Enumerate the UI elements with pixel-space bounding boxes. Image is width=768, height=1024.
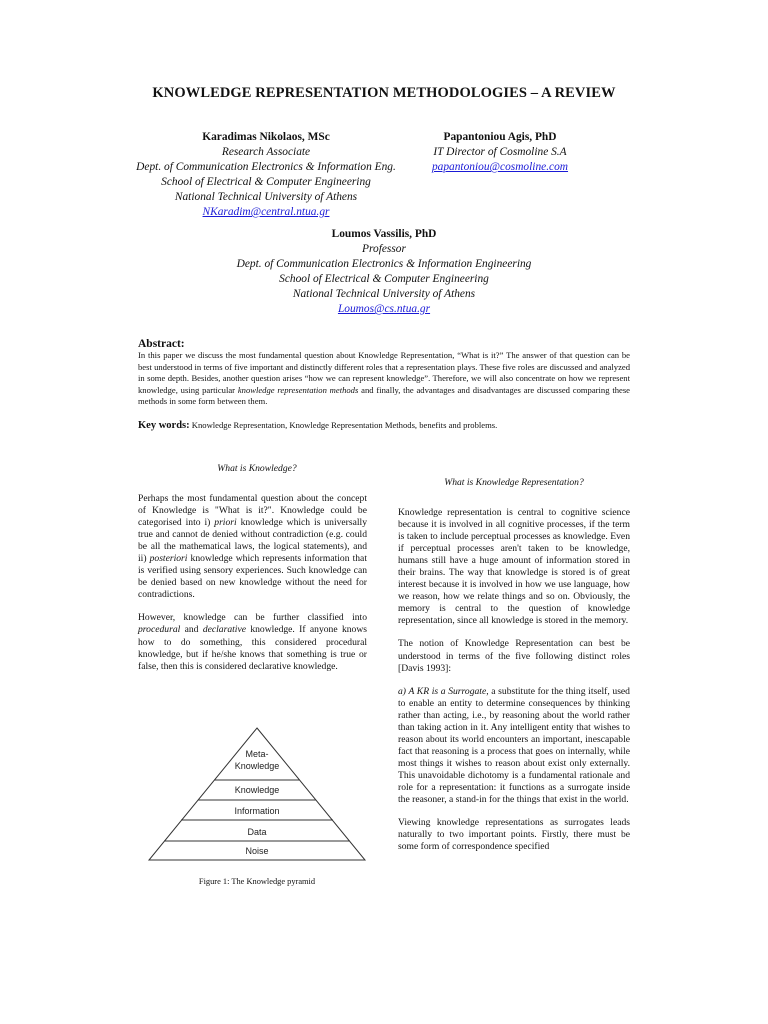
author-role: Professor: [362, 243, 406, 255]
author-block-2: [412, 130, 588, 175]
author-role: Research Associate: [221, 146, 311, 158]
author-affiliation: Dept. of Communication Electronics & Information Eng.: [136, 161, 396, 173]
author-email-link[interactable]: papantoniou@cosmoline.com: [431, 161, 569, 173]
author-name: Karadimas Nikolaos, MSc: [202, 131, 330, 143]
left-column-text: [138, 493, 367, 684]
right-column-text: [398, 507, 630, 864]
abstract-italic: knowledge representation methods: [237, 384, 359, 395]
pyramid-label-meta: Meta-: [245, 749, 269, 759]
knowledge-pyramid-figure: [140, 724, 374, 869]
paragraph: Perhaps the most fundamental question about the concept of Knowledge is "What is it?". Knowledge could be categorised into i) priori knowledge which is universally true and cannot de denied without contradiction (e.g. could be all the mathematical laws, the logical statements), and ii) posteriori knowledge which represents information that is verified using sensory experiences. Such knowledge can be denied based on new knowledge without the need for contradictions.: [138, 493, 367, 601]
paragraph: a) A KR is a Surrogate, a substitute for the thing itself, used to enable an entity to determine consequences by thinking rather than acting, i.e., by reasoning about the world rather than taking action in it. Any intelligent entity that wishes to reason about its world encounters an important, inescapable fact that reasoning is a process that goes on internally, while most things it wishes to reason about exist only externally. This unavoidable dichotomy is a fundamental rationale and role for a representation: it functions as a surrogate inside the reasoner, a stand-in for the things that exist in the world.: [398, 685, 630, 806]
section-heading-knowledge-representation: What is Knowledge Representation?: [444, 477, 584, 488]
pyramid-label-information: Information: [234, 806, 280, 816]
author-affiliation: National Technical University of Athens: [292, 288, 476, 300]
abstract-body: [138, 350, 630, 408]
paper-title: KNOWLEDGE REPRESENTATION METHODOLOGIES – A REVIEW: [152, 85, 616, 101]
author-affiliation: School of Electrical & Computer Engineering: [279, 273, 489, 285]
paragraph: The notion of Knowledge Representation can best be understood in terms of the five following distinct roles [Davis 1993]:: [398, 638, 630, 674]
author-email-link[interactable]: NKaradim@central.ntua.gr: [202, 206, 330, 218]
paragraph: However, knowledge can be further classified into procedural and declarative knowledge. If anyone knows how to do something, this considered procedural knowledge, but if he/she knows that something is true or false, then this is considered declarative knowledge.: [138, 612, 367, 672]
abstract-text-tail: and finally, the advantages and disadvantages are discussed comparing these methods in some form between them.: [138, 384, 630, 407]
author-email-link[interactable]: Loumos@cs.ntua.gr: [337, 303, 431, 315]
author-block-3: [200, 227, 568, 317]
author-affiliation: School of Electrical & Computer Engineering: [161, 176, 371, 188]
author-affiliation: National Technical University of Athens: [174, 191, 358, 203]
author-block-1: [128, 130, 404, 220]
pyramid-label-knowledge: Knowledge: [234, 785, 280, 795]
keywords: [138, 420, 497, 431]
keywords-heading: Key words:: [138, 420, 190, 431]
abstract-heading: Abstract:: [138, 338, 185, 350]
pyramid-label-meta-knowledge: Knowledge: [234, 761, 280, 771]
author-name: Papantoniou Agis, PhD: [443, 131, 557, 143]
author-affiliation: Dept. of Communication Electronics & Information Engineering: [236, 258, 532, 270]
paragraph: Knowledge representation is central to cognitive science because it is involved in all cognitive processes, if the term is taken to include perceptual processes as knowledge. Even if perceptual processes aren't taken to be knowledge, humans still have a huge amount of information stored in their brains. The way that knowledge is stored is of great interest because it is involved in how we use language, how we reason, how we relate things and so on. Obviously, the memory is central to the question of knowledge representation, since all knowledge is stored in the memory.: [398, 507, 630, 627]
figure-caption: Figure 1: The Knowledge pyramid: [198, 877, 316, 886]
keywords-body: Knowledge Representation, Knowledge Representation Methods, benefits and problems.: [189, 420, 498, 430]
section-heading-knowledge: What is Knowledge?: [217, 463, 297, 474]
abstract-text: In this paper we discuss the most fundamental question about Knowledge Representation, “What is it?” The answer of that question can be best understood in terms of five important and distinctly different roles that a representation plays. These five roles are discussed and analyzed in some depth. Besides, another question arises “how we can represent knowledge”. Therefore, we will also concentrate on how we represent knowledge, using particular: [138, 350, 630, 395]
author-role: IT Director of Cosmoline S.A: [433, 146, 567, 158]
pyramid-label-data: Data: [247, 827, 267, 837]
pyramid-label-noise: Noise: [245, 846, 269, 856]
paragraph: Viewing knowledge representations as surrogates leads naturally to two important points. Firstly, there must be some form of correspondence specified: [398, 817, 630, 853]
author-name: Loumos Vassilis, PhD: [331, 228, 437, 240]
